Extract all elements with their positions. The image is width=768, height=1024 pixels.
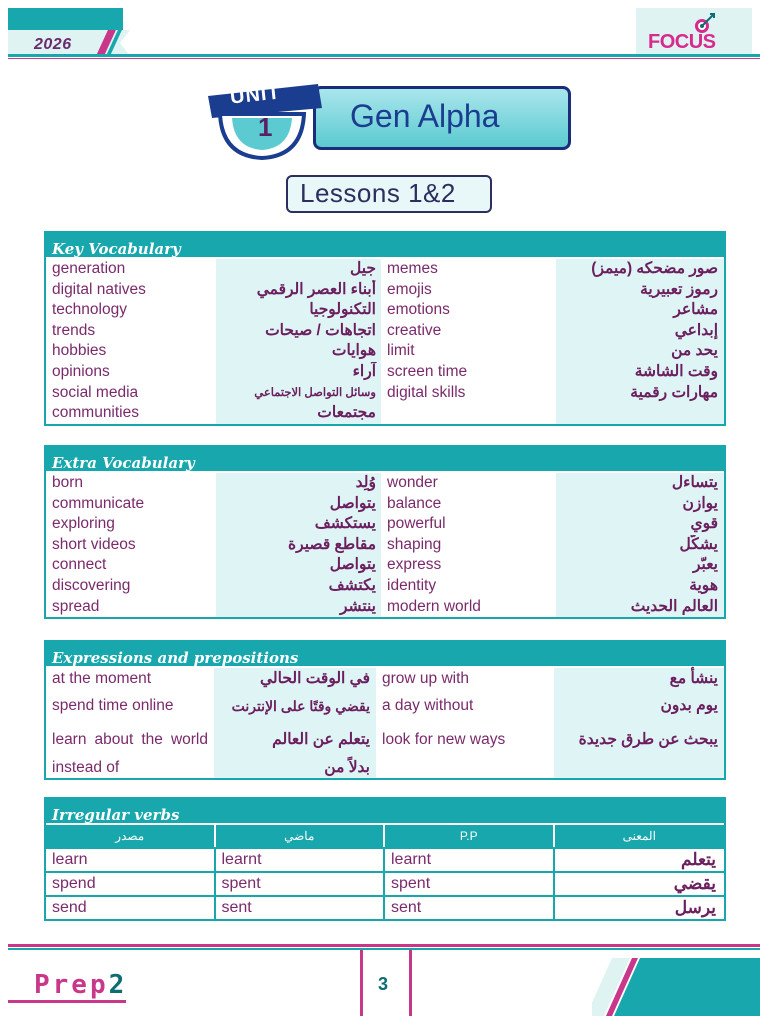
expression-english (46, 668, 214, 689)
english-term: trends (46, 321, 216, 342)
arabic-meaning: مجتمعات (216, 403, 381, 424)
vocab-row (46, 362, 724, 383)
english-term: spread (46, 597, 216, 618)
vocab-row (46, 535, 724, 556)
grade-label (34, 970, 127, 1000)
expressions-section (44, 640, 726, 780)
expression-english: grow up with (376, 668, 554, 689)
english-term: technology (46, 300, 216, 321)
arabic-meaning (556, 403, 724, 424)
header-pp: P.P (385, 825, 555, 847)
arabic-meaning: جيل (216, 259, 381, 280)
arabic-meaning: يتواصل (216, 494, 381, 515)
expression-arabic: في الوقت الحالي (214, 668, 376, 689)
expression-english: a day without (376, 689, 554, 722)
vocab-row (46, 280, 724, 301)
vocab-row (46, 555, 724, 576)
arabic-meaning: هوايات (216, 341, 381, 362)
unit-word: UNIT (228, 81, 282, 109)
vocab-row (46, 341, 724, 362)
vocab-row (46, 514, 724, 535)
verb-meaning: يتعلم (681, 850, 717, 869)
vocab-row (46, 576, 724, 597)
arabic-meaning: يتساءل (556, 473, 724, 494)
expression-row (46, 722, 724, 758)
irregular-verbs-header (46, 825, 724, 847)
verb-row (46, 847, 724, 871)
footer-corner-shape (592, 950, 760, 1016)
irregular-verbs-section (44, 797, 726, 921)
expression-english-text: instead of (52, 759, 120, 776)
english-term: shaping (381, 535, 556, 556)
verb-meaning: يرسل (674, 898, 717, 917)
expression-arabic (554, 758, 724, 778)
arabic-meaning: وُلِد (216, 473, 381, 494)
english-term: identity (381, 576, 556, 597)
vocab-row (46, 597, 724, 618)
arabic-meaning: وسائل التواصل الاجتماعي (216, 383, 381, 404)
arabic-meaning: التكنولوجيا (216, 300, 381, 321)
arabic-meaning: ينتشر (216, 597, 381, 618)
english-term: digital skills (381, 383, 556, 404)
header-divider (8, 54, 760, 57)
english-term: balance (381, 494, 556, 515)
english-term: digital natives (46, 280, 216, 301)
verb-row (46, 871, 724, 895)
arabic-meaning: رموز تعبيرية (556, 280, 724, 301)
english-term: express (381, 555, 556, 576)
verb-past-participle: learnt (385, 849, 555, 871)
expression-row (46, 758, 724, 778)
expression-english-text: spend time online (52, 696, 174, 714)
expression-row (46, 668, 724, 689)
expression-english (46, 758, 214, 778)
verb-past-participle: spent (385, 873, 555, 895)
expression-row (46, 689, 724, 722)
key-vocabulary-section (44, 231, 726, 426)
irregular-verbs-title: Irregular verbs (46, 799, 724, 825)
arabic-meaning: مشاعر (556, 300, 724, 321)
year-label: 2026 (34, 36, 72, 53)
arabic-meaning: يشكّل (556, 535, 724, 556)
arabic-meaning: العالم الحديث (556, 597, 724, 618)
verb-base: spend (46, 873, 216, 895)
expression-english (46, 722, 214, 758)
english-term (381, 403, 556, 424)
english-term: screen time (381, 362, 556, 383)
arabic-meaning: هوية (556, 576, 724, 597)
expression-english-text: learn about the world (52, 731, 208, 748)
arabic-meaning: صور مضحكه (ميمز) (556, 259, 724, 280)
footer-divider (8, 944, 760, 947)
arabic-meaning: يعبّر (556, 555, 724, 576)
arabic-meaning: أبناء العصر الرقمي (216, 280, 381, 301)
vocab-row (46, 259, 724, 280)
expression-english: look for new ways (376, 722, 554, 758)
expression-arabic: ينشأ مع (554, 668, 724, 689)
grade-underline (8, 1000, 126, 1003)
verb-row (46, 895, 724, 919)
header-past: ماضي (216, 825, 386, 847)
english-term: emojis (381, 280, 556, 301)
english-term: powerful (381, 514, 556, 535)
english-term: limit (381, 341, 556, 362)
unit-title: Gen Alpha (350, 98, 500, 134)
arabic-meaning: يكتشف (216, 576, 381, 597)
expression-arabic: بدلاً من (214, 758, 376, 778)
arabic-meaning: قوي (556, 514, 724, 535)
english-term: communicate (46, 494, 216, 515)
key-vocabulary-title: Key Vocabulary (46, 233, 724, 259)
grade-number: 2 (108, 970, 128, 1000)
english-term: discovering (46, 576, 216, 597)
english-term: hobbies (46, 341, 216, 362)
english-term: communities (46, 403, 216, 424)
english-term: exploring (46, 514, 216, 535)
arabic-meaning: وقت الشاشة (556, 362, 724, 383)
english-term: connect (46, 555, 216, 576)
arabic-meaning: يتواصل (216, 555, 381, 576)
vocab-row (46, 383, 724, 404)
header-teal-bar (8, 8, 123, 30)
unit-number: 1 (258, 112, 273, 142)
verb-past: sent (216, 897, 386, 919)
english-term: wonder (381, 473, 556, 494)
vocab-row (46, 494, 724, 515)
verb-meaning: يقضي (673, 874, 717, 893)
english-term: short videos (46, 535, 216, 556)
header-base: مصدر (46, 825, 216, 847)
english-term: generation (46, 259, 216, 280)
arabic-meaning: آراء (216, 362, 381, 383)
extra-vocabulary-section (44, 445, 726, 619)
expression-english (46, 689, 214, 722)
verb-past-participle: sent (385, 897, 555, 919)
vocab-row (46, 473, 724, 494)
focus-logo: FOCUS (648, 31, 716, 53)
extra-vocabulary-title: Extra Vocabulary (46, 447, 724, 473)
vocab-row (46, 300, 724, 321)
vocab-row (46, 403, 724, 424)
header-meaning: المعنى (622, 829, 656, 843)
english-term: opinions (46, 362, 216, 383)
verb-base: send (46, 897, 216, 919)
english-term: memes (381, 259, 556, 280)
arabic-meaning: اتجاهات / صيحات (216, 321, 381, 342)
english-term: born (46, 473, 216, 494)
expression-arabic: يوم بدون (554, 689, 724, 722)
header-divider-accent (8, 58, 760, 59)
english-term: modern world (381, 597, 556, 618)
arabic-meaning: يوازن (556, 494, 724, 515)
expression-arabic: يتعلم عن العالم (214, 722, 376, 758)
page-number: 3 (378, 974, 389, 994)
expressions-title: Expressions and prepositions (46, 642, 724, 668)
arabic-meaning: يحد من (556, 341, 724, 362)
expression-english (376, 758, 554, 778)
vocab-row (46, 321, 724, 342)
arabic-meaning: إبداعي (556, 321, 724, 342)
expression-arabic: يقضي وقتًا على الإنترنت (214, 689, 376, 722)
lessons-title: Lessons 1&2 (300, 178, 456, 208)
year-tab-shape (8, 30, 138, 56)
expression-english-text: at the moment (52, 669, 152, 687)
arabic-meaning: مقاطع قصيرة (216, 535, 381, 556)
english-term: social media (46, 383, 216, 404)
grade-word: Prep (34, 970, 109, 1000)
verb-past: learnt (216, 849, 386, 871)
expression-arabic: يبحث عن طرق جديدة (554, 722, 724, 758)
english-term: creative (381, 321, 556, 342)
verb-past: spent (216, 873, 386, 895)
verb-base: learn (46, 849, 216, 871)
arabic-meaning: يستكشف (216, 514, 381, 535)
arabic-meaning: مهارات رقمية (556, 383, 724, 404)
english-term: emotions (381, 300, 556, 321)
